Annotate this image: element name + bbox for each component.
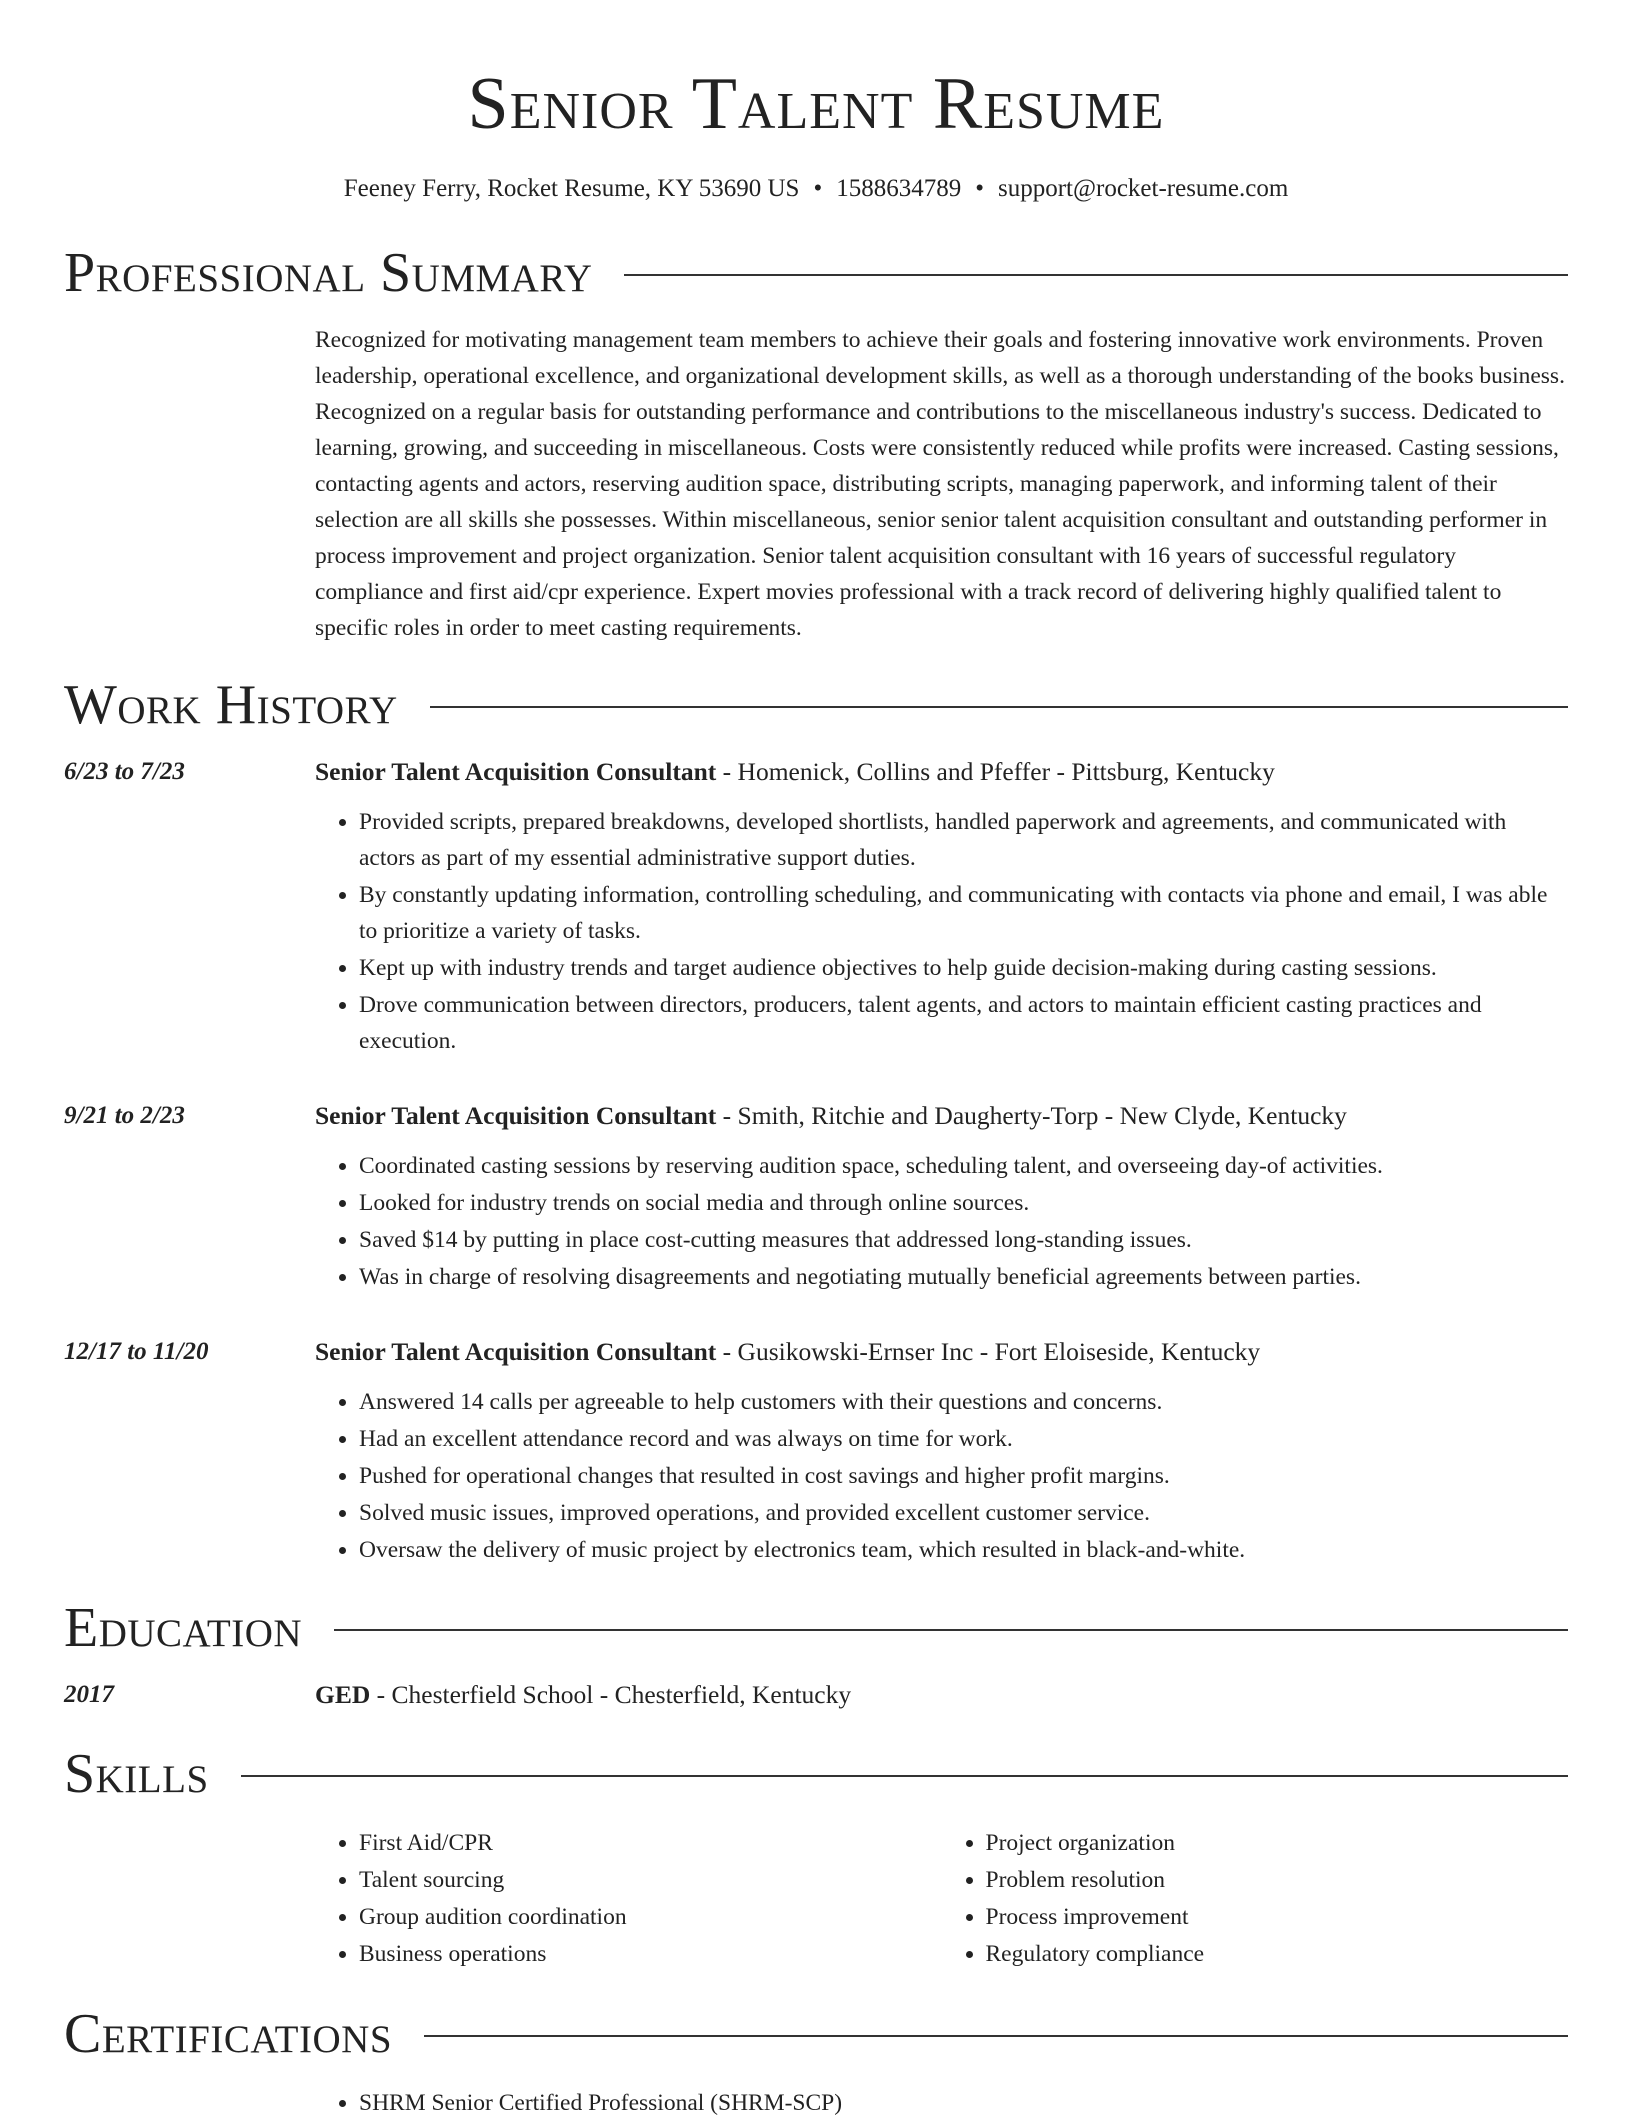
education-degree: GED <box>315 1680 371 1709</box>
job-details: - Homenick, Collins and Pfeffer - Pittsburg, Kentucky <box>716 757 1275 786</box>
contact-address: Feeney Ferry, Rocket Resume, KY 53690 US <box>343 175 800 202</box>
education-line <box>315 1677 1568 1713</box>
section-title-skills: Skills <box>64 1743 209 1805</box>
section-header-education <box>64 1597 1568 1659</box>
education-details: - Chesterfield School - Chesterfield, Kentucky <box>370 1680 852 1709</box>
education-body <box>315 1677 1568 1713</box>
job-title: Senior Talent Acquisition Consultant <box>315 757 717 786</box>
skills-grid <box>315 1825 1568 1973</box>
section-header-certifications <box>64 2003 1568 2065</box>
skill-item: • Group audition coordination <box>359 1899 942 1935</box>
job-entry <box>64 1098 1568 1296</box>
job-bullet: • Looked for industry trends on social media and through online sources. <box>359 1185 1568 1221</box>
job-bullet: • Drove communication between directors, producers, talent agents, and actors to maintain efficient casting practices and execution. <box>359 987 1568 1059</box>
resume-page <box>64 0 1568 2121</box>
job-bullets <box>315 1148 1568 1295</box>
job-entry <box>64 754 1568 1060</box>
summary-text: Recognized for motivating management team members to achieve their goals and fostering innovative work environments. Proven leadership, operational excellence, and organizational development skills, as well as a thorough understanding of the books business. Recognized on a regular basis for outstanding performance and contributions to the miscellaneous industry's success. Dedicated to learning, growing, and succeeding in miscellaneous. Costs were consistently reduced while profits were increased. Casting sessions, contacting agents and actors, reserving audition space, distributing scripts, managing paperwork, and informing talent of their selection are all skills she possesses. Within miscellaneous, senior senior talent acquisition consultant and outstanding performer in process improvement and project organization. Senior talent acquisition consultant with 16 years of successful regulatory compliance and first aid/cpr experience. Expert movies professional with a track record of delivering highly qualified talent to specific roles in order to meet casting requirements. <box>315 327 1565 641</box>
skill-item: • First Aid/CPR <box>359 1825 942 1861</box>
job-body <box>315 754 1568 1060</box>
education-entry <box>64 1677 1568 1713</box>
section-header-skills <box>64 1743 1568 1805</box>
section-title-summary: Professional Summary <box>64 242 593 304</box>
section-title-education: Education <box>64 1597 303 1659</box>
resume-name: Senior Talent Resume <box>467 63 1165 145</box>
job-bullet: • By constantly updating information, controlling scheduling, and communicating with contacts via phone and email, I was able to prioritize a variety of tasks. <box>359 877 1568 949</box>
job-date: 9/21 to 2/23 <box>64 1102 185 1129</box>
job-bullet: • Solved music issues, improved operations, and provided excellent customer service. <box>359 1495 1568 1531</box>
job-title-line <box>315 1334 1568 1370</box>
job-details: - Gusikowski-Ernser Inc - Fort Eloiseside, Kentucky <box>716 1337 1261 1366</box>
job-bullet: • Saved $14 by putting in place cost-cutting measures that addressed long-standing issues. <box>359 1222 1568 1258</box>
contact-phone: 1588634789 <box>836 175 962 202</box>
job-bullet: • Answered 14 calls per agreeable to help customers with their questions and concerns. <box>359 1384 1568 1420</box>
job-title: Senior Talent Acquisition Consultant <box>315 1101 717 1130</box>
job-bullet: • Coordinated casting sessions by reserving audition space, scheduling talent, and overseeing day-of activities. <box>359 1148 1568 1184</box>
contact-email: support@rocket-resume.com <box>997 175 1289 202</box>
section-divider <box>334 1629 1568 1631</box>
contact-separator: • <box>813 175 823 202</box>
certification-item: • SHRM Senior Certified Professional (SHRM-SCP) <box>359 2085 1568 2121</box>
job-entry <box>64 1334 1568 1569</box>
job-date: 6/23 to 7/23 <box>64 758 185 785</box>
section-header-summary <box>64 242 1568 304</box>
contact-separator: • <box>975 175 984 202</box>
job-title-line <box>315 1098 1568 1134</box>
job-bullets <box>315 1384 1568 1568</box>
certifications-list-wrap <box>315 2085 1568 2121</box>
section-divider <box>424 2035 1568 2037</box>
skill-item: • Talent sourcing <box>359 1862 942 1898</box>
skill-item: • Process improvement <box>986 1899 1569 1935</box>
skills-column-right <box>942 1825 1569 1973</box>
job-body <box>315 1334 1568 1569</box>
skill-item: • Problem resolution <box>986 1862 1569 1898</box>
section-title-certifications: Certifications <box>64 2003 393 2065</box>
skill-item: • Regulatory compliance <box>986 1936 1569 1972</box>
job-bullets <box>315 804 1568 1059</box>
education-date: 2017 <box>64 1681 114 1708</box>
skills-column-left <box>315 1825 942 1973</box>
job-bullet: • Oversaw the delivery of music project by electronics team, which resulted in black-and-white. <box>359 1532 1568 1568</box>
section-header-work <box>64 674 1568 736</box>
section-divider <box>241 1775 1568 1777</box>
job-details: - Smith, Ritchie and Daugherty-Torp - New Clyde, Kentucky <box>716 1101 1347 1130</box>
job-bullet: • Provided scripts, prepared breakdowns, developed shortlists, handled paperwork and agreements, and communicated with actors as part of my essential administrative support duties. <box>359 804 1568 876</box>
section-divider <box>430 706 1568 708</box>
job-bullet: • Kept up with industry trends and target audience objectives to help guide decision-making during casting sessions. <box>359 950 1568 986</box>
job-date: 12/17 to 11/20 <box>64 1338 209 1365</box>
section-divider <box>624 274 1568 276</box>
job-title: Senior Talent Acquisition Consultant <box>315 1337 717 1366</box>
skill-item: • Business operations <box>359 1936 942 1972</box>
contact-line <box>64 172 1568 206</box>
section-title-work: Work History <box>64 674 398 736</box>
job-bullet: • Pushed for operational changes that resulted in cost savings and higher profit margins. <box>359 1458 1568 1494</box>
skill-item: • Project organization <box>986 1825 1569 1861</box>
job-title-line <box>315 754 1568 790</box>
job-bullet: • Was in charge of resolving disagreements and negotiating mutually beneficial agreements between parties. <box>359 1259 1568 1295</box>
certifications-list <box>315 2085 1568 2121</box>
job-bullet: • Had an excellent attendance record and was always on time for work. <box>359 1421 1568 1457</box>
job-body <box>315 1098 1568 1296</box>
